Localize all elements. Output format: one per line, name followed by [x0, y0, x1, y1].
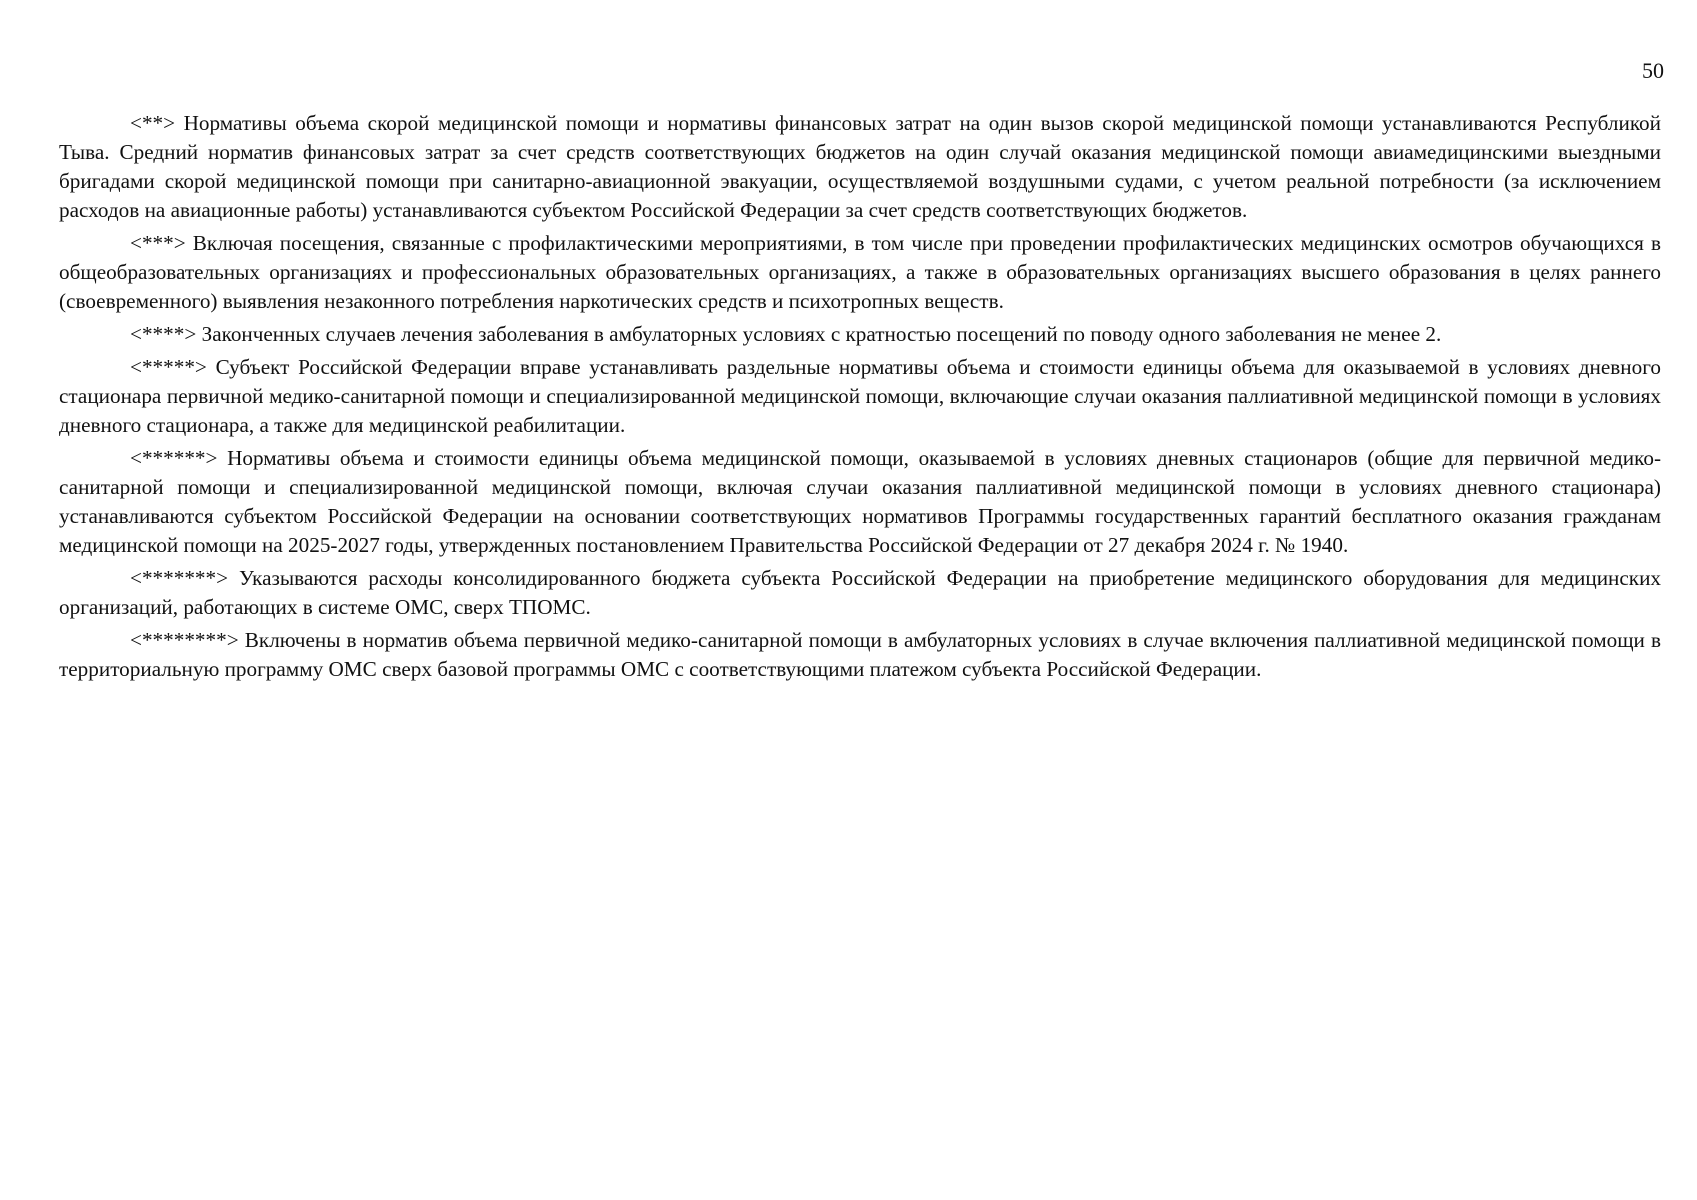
footnote-2-stars — [59, 109, 1661, 225]
footnote-marker: <***> — [130, 231, 186, 255]
footnote-4-stars — [59, 320, 1661, 349]
footnote-text: Включены в норматив объема первичной медико-санитарной помощи в амбулаторных условиях в случае включения паллиативной медицинской помощи в территориальную программу ОМС сверх базовой программы ОМС с соответствующими платежом субъекта Российской Федерации. — [59, 628, 1661, 681]
footnote-text: Законченных случаев лечения заболевания в амбулаторных условиях с кратностью посещений по поводу одного заболевания не менее 2. — [196, 322, 1442, 346]
footnote-marker: <*****> — [130, 355, 207, 379]
footnote-text: Субъект Российской Федерации вправе устанавливать раздельные нормативы объема и стоимости единицы объема для оказываемой в условиях дневного стационара первичной медико-санитарной помощи и специализированной медицинской помощи, включающие случаи оказания паллиативной медицинской помощи в условиях дневного стационара, а также для медицинской реабилитации. — [59, 355, 1661, 437]
page-number: 50 — [1642, 58, 1664, 83]
footnote-marker: <******> — [130, 446, 218, 470]
footnote-marker: <**> — [130, 111, 176, 135]
footnote-marker: <********> — [130, 628, 239, 652]
footnote-marker: <****> — [130, 322, 197, 346]
footnote-text: Нормативы объема и стоимости единицы объема медицинской помощи, оказываемой в условиях дневных стационаров (общие для первичной медико-санитарной помощи и специализированной медицинской помощи, включая случаи оказания паллиативной медицинской помощи в условиях дневного стационара) устанавливаются субъектом Российской Федерации на основании соответствующих нормативов Программы государственных гарантий бесплатного оказания гражданам медицинской помощи на 2025-2027 годы, утвержденных постановлением Правительства Российской Федерации от 27 декабря 2024 г. № 1940. — [59, 446, 1661, 557]
footnote-text: Нормативы объема скорой медицинской помощи и нормативы финансовых затрат на один вызов скорой медицинской помощи устанавливаются Республикой Тыва. Средний норматив финансовых затрат за счет средств соответствующих бюджетов на один случай оказания медицинской помощи авиамедицинскими выездными бригадами скорой медицинской помощи при санитарно-авиационной эвакуации, осуществляемой воздушными судами, с учетом реальной потребности (за исключением расходов на авиационные работы) устанавливаются субъектом Российской Федерации за счет средств соответствующих бюджетов. — [59, 111, 1661, 222]
footnote-text: Включая посещения, связанные с профилактическими мероприятиями, в том числе при проведении профилактических медицинских осмотров обучающихся в общеобразовательных организациях и профессиональных образовательных организациях, а также в образовательных организациях высшего образования в целях раннего (своевременного) выявления незаконного потребления наркотических средств и психотропных веществ. — [59, 231, 1661, 313]
footnote-marker: <*******> — [130, 566, 229, 590]
footnote-5-stars — [59, 353, 1661, 440]
footnotes-block — [59, 109, 1661, 688]
footnote-8-stars — [59, 626, 1661, 684]
footnote-7-stars — [59, 564, 1661, 622]
footnote-text: Указываются расходы консолидированного бюджета субъекта Российской Федерации на приобретение медицинского оборудования для медицинских организаций, работающих в системе ОМС, сверх ТПОМС. — [59, 566, 1661, 619]
footnote-6-stars — [59, 444, 1661, 560]
footnote-3-stars — [59, 229, 1661, 316]
